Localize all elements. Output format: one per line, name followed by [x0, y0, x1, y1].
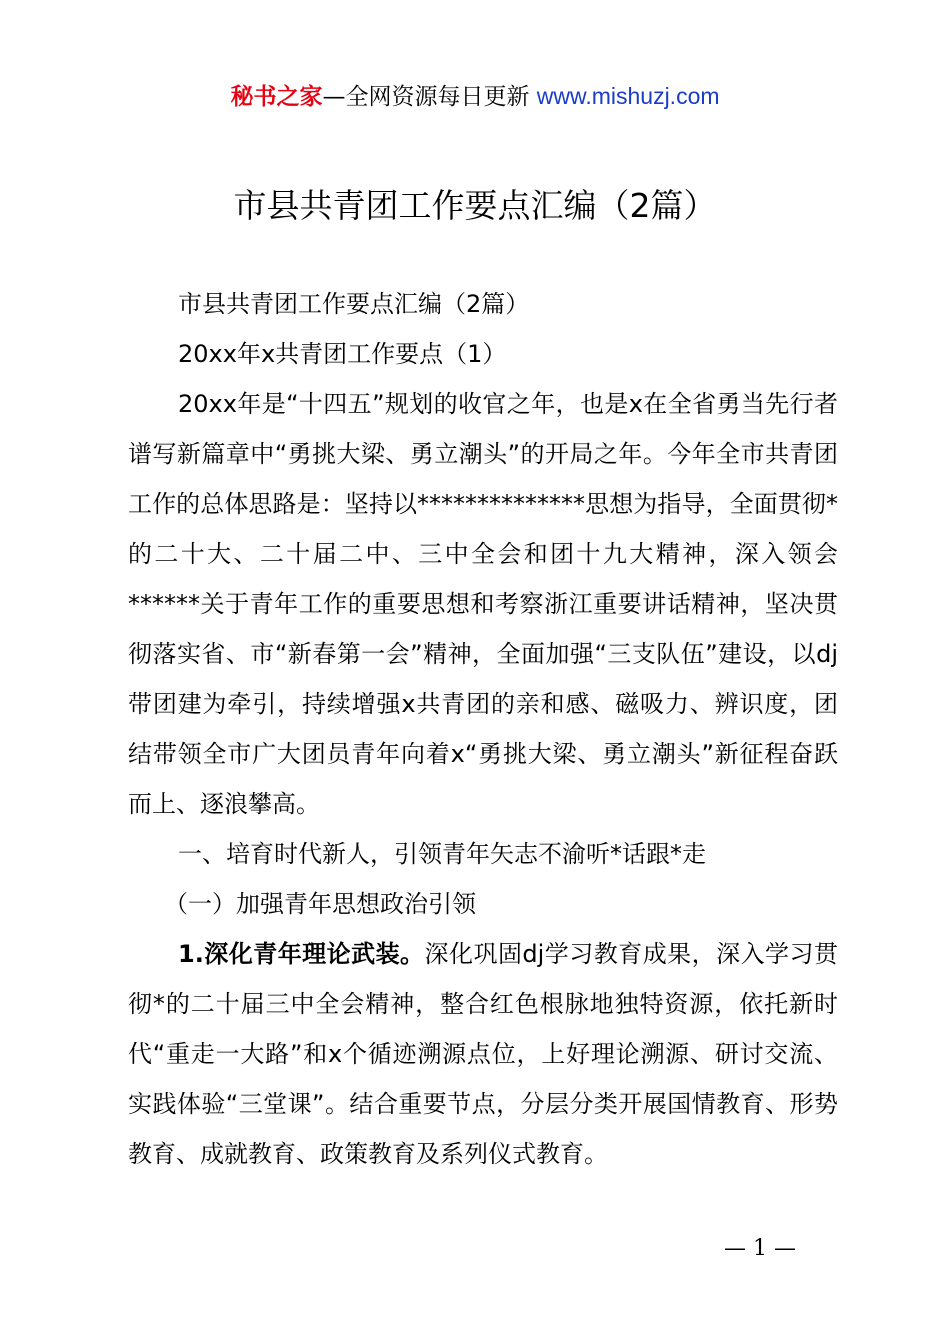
banner-slogan: —全网资源每日更新	[322, 84, 537, 110]
section-1-heading: 一、培育时代新人，引领青年矢志不渝听*话跟*走	[178, 840, 706, 868]
document-body	[128, 279, 838, 1179]
intro-paragraph: 20xx年是“十四五”规划的收官之年，也是x在全省勇当先行者谱写新篇章中“勇挑大梁、勇立潮头”的开局之年。今年全市共青团工作的总体思路是：坚持以**************思想为指导，全面贯彻*的二十大、二十届二中、三中全会和团十九大精神，深入领会******关于青年工作的重要思想和考察浙江重要讲话精神，坚决贯彻落实省、市“新春第一会”精神，全面加强“三支队伍”建设，以dj带团建为牵引，持续增强x共青团的亲和感、磁吸力、辨识度，团结带领全市广大团员青年向着x“勇挑大梁、勇立潮头”新征程奋跃而上、逐浪攀高。	[128, 390, 838, 818]
section-1-1-heading: （一）加强青年思想政治引领	[164, 890, 476, 918]
item-1-text: 深化巩固dj学习教育成果，深入学习贯彻*的二十届三中全会精神，整合红色根脉地独特资源，依托新时代“重走一大路”和x个循迹溯源点位，上好理论溯源、研讨交流、实践体验“三堂课”。结合重要节点，分层分类开展国情教育、形势教育、成就教育、政策教育及系列仪式教育。	[128, 940, 838, 1168]
item-1-paragraph	[128, 929, 838, 1179]
banner-brand: 秘书之家	[230, 84, 323, 110]
document-title: 市县共青团工作要点汇编（2篇）	[233, 186, 717, 225]
banner-url-link[interactable]: www.mishuzj.com	[536, 83, 720, 109]
part-title: 20xx年x共青团工作要点（1）	[178, 340, 507, 368]
item-1-lead: 1.深化青年理论武装。	[178, 940, 425, 968]
document-subtitle: 市县共青团工作要点汇编（2篇）	[178, 290, 530, 318]
site-banner	[0, 80, 950, 113]
page-number: — 1 —	[724, 1236, 796, 1261]
